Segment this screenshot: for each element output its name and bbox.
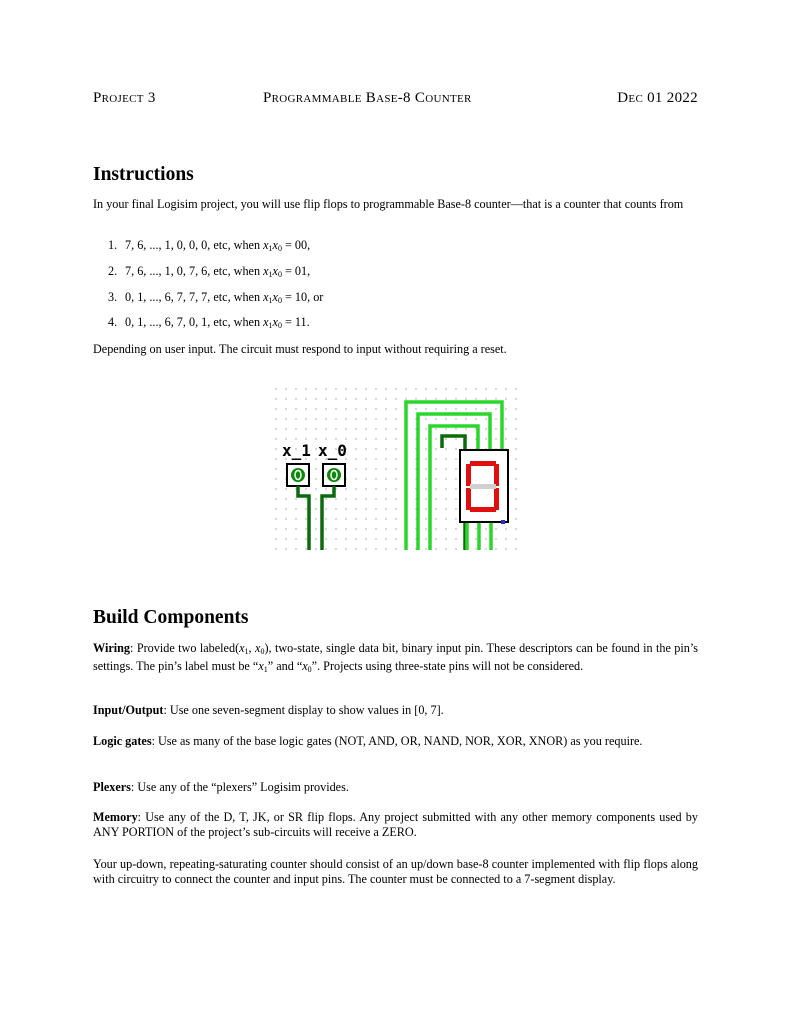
pin-x1[interactable] (287, 464, 309, 486)
instructions-intro: In your final Logisim project, you will use flip flops to programmable Base-8 counter—that is a counter that counts from (93, 197, 684, 211)
logisim-circuit-figure (272, 384, 522, 552)
list-item: 1. 7, 6, ..., 1, 0, 0, 0, etc, when $x_1x_0 = 00$, (108, 238, 311, 253)
closing-paragraph: Your up-down, repeating-saturating counter should consist of an up/down base-8 counter implemented with flip flops along with circuitry to connect the counter and input pins. The counter must be connected to a 7-segment display. (93, 857, 698, 887)
segment-e (466, 488, 471, 510)
decimal-point (501, 520, 505, 524)
instructions-heading: Instructions (93, 164, 194, 185)
header-project: Project 3 (93, 90, 156, 106)
list-item: 3. 0, 1, ..., 6, 7, 7, 7, etc, when $x_1x_0 = 10$, or (108, 290, 324, 305)
header-date: Dec 01 2022 (617, 90, 698, 106)
instructions-outro: Depending on user input. The circuit must respond to input without requiring a reset. (93, 342, 507, 356)
seven-segment-display (460, 450, 508, 524)
logic-gates-paragraph: Logic gates: Use as many of the base logic gates (NOT, AND, OR, NAND, NOR, XOR, XNOR) as you require. (93, 734, 643, 748)
segment-d (470, 507, 496, 512)
wiring-paragraph: Wiring: Provide two $labeled(x_1$, $x_0$), two-state, single data bit, binary input pin. These descriptors can be found in the pin’s settings. The pin’s label must be “$x_1$” and “$x_0$”. Projects using three-state pins will not be considered. (93, 641, 698, 675)
segment-f (466, 464, 471, 486)
pin-x0[interactable] (323, 464, 345, 486)
label-x0: x_0 (318, 441, 347, 460)
build-components-heading: Build Components (93, 607, 249, 628)
circuit-svg (272, 384, 522, 552)
io-paragraph: Input/Output: Use one seven-segment display to show values in [0, 7]. (93, 703, 444, 717)
label-x1: x_1 (282, 441, 311, 460)
list-item: 2. 7, 6, ..., 1, 0, 7, 6, etc, when $x_1x_0 = 01$, (108, 264, 311, 279)
memory-paragraph: Memory: Use any of the D, T, JK, or SR flip flops. Any project submitted with any other memory components used by ANY PORTION of the project’s sub-circuits will receive a ZERO. (93, 810, 698, 840)
segment-c (494, 488, 499, 510)
segment-g (470, 484, 496, 489)
header-title: Programmable Base-8 Counter (263, 90, 472, 106)
segment-a (470, 461, 496, 466)
plexers-paragraph: Plexers: Use any of the “plexers” Logisim provides. (93, 780, 349, 794)
list-item: 4. 0, 1, ..., 6, 7, 0, 1, etc, when $x_1x_0 = 11$. (108, 315, 310, 330)
segment-b (494, 464, 499, 486)
wiring-label: Wiring (93, 641, 131, 655)
page-header (93, 90, 698, 112)
